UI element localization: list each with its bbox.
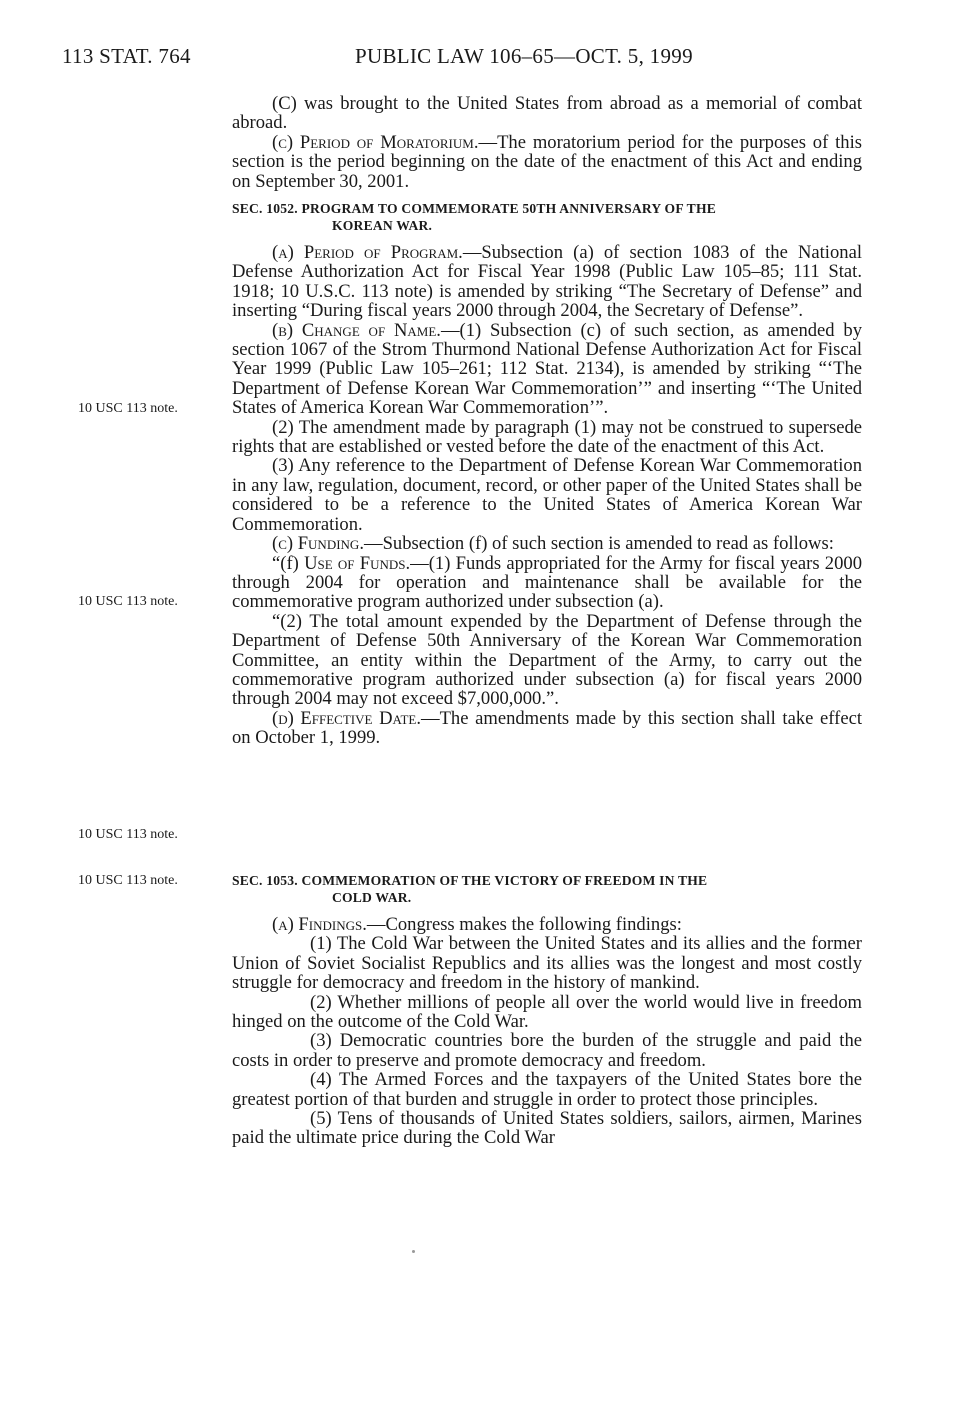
paragraph-a-findings xyxy=(232,915,862,934)
paragraph-c-funding xyxy=(232,534,862,553)
finding-2: (2) Whether millions of people all over the world would live in freedom hinged on the outcome of the Cold War. xyxy=(232,991,862,1033)
section-1052-body xyxy=(232,243,862,748)
section-1052-heading xyxy=(232,200,862,234)
section-number: SEC. 1052. xyxy=(232,201,298,216)
scan-speck xyxy=(412,1250,415,1253)
section-1053-body xyxy=(232,915,862,1148)
margin-note: 10 USC 113 note. xyxy=(78,594,178,609)
finding-4: (4) The Armed Forces and the taxpayers of the United States bore the greatest portion of that burden and struggle in order to protect those principles. xyxy=(232,1069,862,1110)
moratorium-text: —The moratorium period for the purposes of this section is the period beginning on the date of the enactment of this Act and ending on September 30, 2001. xyxy=(232,131,862,192)
finding-3: (3) Democratic countries bore the burden of the struggle and paid the costs in order to preserve and promote democracy and freedom. xyxy=(232,1030,862,1071)
paragraph-a-period-of-program xyxy=(232,243,862,321)
finding-1: (1) The Cold War between the United States and its allies and the former Union of Soviet Socialist Republics and its allies was the longest and most costly struggle for democracy and freedom in the history of mankind. xyxy=(232,933,862,994)
use-of-funds-text: —(1) Funds appropriated for the Army for fiscal years 2000 through 2004 for operation and maintenance shall be available for the commemorative program authorized under subsection (a). xyxy=(232,552,862,613)
section-number: SEC. 1053. xyxy=(232,873,298,888)
change-of-name-text: —(1) Subsection (c) of such section, as amended by section 1067 of the Strom Thurmond National Defense Authorization Act for Fiscal Year 1999 (Public Law 105–261; 112 Stat. 2134), is amended by striking “‘The Department of Defense Korean War Commemoration’” and inserting “‘The United States of America Korean War Commemoration’”. xyxy=(232,319,862,419)
paragraph-moratorium xyxy=(232,133,862,191)
effective-date-text: —The amendments made by this section shall take effect on October 1, 1999. xyxy=(232,707,862,749)
paragraph-d-effective-date xyxy=(232,709,862,748)
paragraph-b3: (3) Any reference to the Department of Defense Korean War Commemoration in any law, regulation, document, record, or other paper of the United States shall be considered to be a reference to the United States of America Korean War Commemoration. xyxy=(232,455,862,535)
margin-note: 10 USC 113 note. xyxy=(78,827,178,842)
margin-note: 10 USC 113 note. xyxy=(78,873,178,888)
paragraph-f2: “(2) The total amount expended by the Department of Defense through the Department of Defense 50th Anniversary of the Korean War Commemoration Committee, an entity within the Department of the Army, to carry out the commemorative program authorized under subsection (a) for fiscal years 2000 through 2004 may not exceed $7,000,000.”. xyxy=(232,610,862,710)
heading-use-of-funds: Use of Funds. xyxy=(304,552,411,574)
quote-prefix: “(f) xyxy=(272,552,305,574)
section-1053-heading xyxy=(232,872,862,906)
paragraph-b2: (2) The amendment made by paragraph (1) may not be construed to supersede rights that are established or vested before the date of the enactment of this Act. xyxy=(232,416,862,458)
section-title-cont: KOREAN WAR. xyxy=(332,218,433,233)
margin-note: 10 USC 113 note. xyxy=(78,401,178,416)
text-block-top xyxy=(232,94,862,191)
running-header: PUBLIC LAW 106–65—OCT. 5, 1999 xyxy=(355,44,693,68)
finding-5: (5) Tens of thousands of United States soldiers, sailors, airmen, Marines paid the ultimate price during the Cold War xyxy=(232,1108,862,1149)
heading-findings: (a) Findings. xyxy=(272,914,367,935)
heading-period-of-moratorium: (c) Period of Moratorium. xyxy=(272,131,479,153)
paragraph-f-use-of-funds xyxy=(232,554,862,612)
section-title: PROGRAM TO COMMEMORATE 50TH ANNIVERSARY OF THE xyxy=(301,201,716,216)
heading-effective-date: (d) Effective Date. xyxy=(272,707,421,729)
heading-funding: (c) Funding. xyxy=(272,533,364,555)
paragraph-c-item: (C) was brought to the United States from abroad as a memorial of combat abroad. xyxy=(232,93,862,134)
paragraph-b-change-of-name xyxy=(232,321,862,418)
page-stat-citation: 113 STAT. 764 xyxy=(62,44,191,68)
findings-text: —Congress makes the following findings: xyxy=(366,914,682,935)
section-title-cont: COLD WAR. xyxy=(332,890,412,905)
funding-text: —Subsection (f) of such section is amended to read as follows: xyxy=(363,533,834,555)
heading-period-of-program: (a) Period of Program. xyxy=(272,242,463,263)
section-title: COMMEMORATION OF THE VICTORY OF FREEDOM IN THE xyxy=(301,873,708,888)
heading-change-of-name: (b) Change of Name. xyxy=(272,319,441,341)
program-text: —Subsection (a) of section 1083 of the National Defense Authorization Act for Fiscal Year 1998 (Public Law 105–85; 111 Stat. 1918; 10 U.S.C. 113 note) is amended by striking “The Secretary of Defense” and inserting “During fiscal years 2000 through 2004, the Secretary of Defense”. xyxy=(232,242,862,322)
